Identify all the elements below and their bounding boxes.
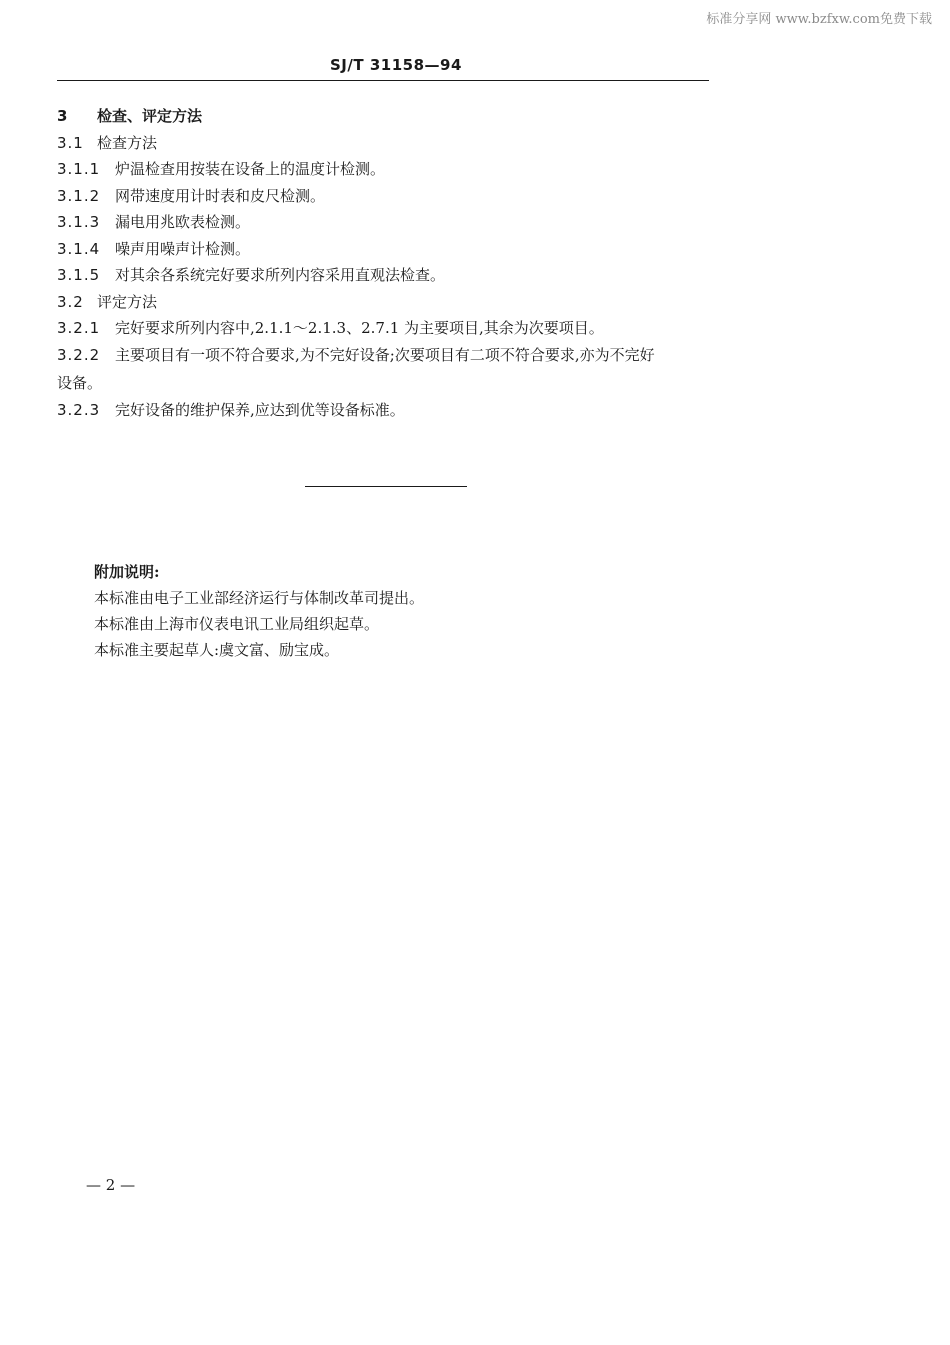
clause-number: 3.1.5 xyxy=(57,266,101,284)
clause-text: 漏电用兆欧表检测。 xyxy=(115,213,251,231)
standard-code-header: SJ/T 31158—94 xyxy=(330,56,462,74)
section-heading xyxy=(57,106,202,126)
clause-text: 完好设备的维护保养,应达到优等设备标准。 xyxy=(115,401,405,419)
clause-number: 3.1.3 xyxy=(57,213,101,231)
clause-number: 3.1.1 xyxy=(57,160,101,178)
clause-number: 3.1.2 xyxy=(57,187,101,205)
section-title: 检查、评定方法 xyxy=(97,107,203,125)
subsection-title: 评定方法 xyxy=(97,293,158,311)
section-number: 3 xyxy=(57,107,69,125)
clause-text: 噪声用噪声计检测。 xyxy=(115,240,251,258)
clause-number: 3.1.4 xyxy=(57,240,101,258)
page-number: — 2 — xyxy=(86,1176,136,1194)
clause-number: 3.2.1 xyxy=(57,319,101,337)
watermark-text: 标准分享网 www.bzfxw.com免费下载 xyxy=(706,12,932,27)
clause xyxy=(57,239,250,259)
clause xyxy=(57,345,655,365)
clause-number: 3.2.3 xyxy=(57,401,101,419)
end-of-text-rule xyxy=(305,486,467,487)
clause xyxy=(57,400,405,420)
clause-text: 炉温检查用按装在设备上的温度计检测。 xyxy=(115,160,386,178)
subsection-heading xyxy=(57,133,157,153)
clause-text: 主要项目有一项不符合要求,为不完好设备;次要项目有二项不符合要求,亦为不完好 xyxy=(115,346,655,364)
clause-text: 完好要求所列内容中,2.1.1～2.1.3、2.7.1 为主要项目,其余为次要项目。 xyxy=(115,319,604,337)
clause-continuation: 设备。 xyxy=(57,374,103,392)
clause xyxy=(57,186,325,206)
subsection-number: 3.2 xyxy=(57,293,84,311)
additional-note-line: 本标准主要起草人:虞文富、励宝成。 xyxy=(94,641,340,659)
clause xyxy=(57,159,385,179)
additional-notes-title: 附加说明: xyxy=(94,563,160,581)
clause xyxy=(57,212,250,232)
clause-text: 对其余各系统完好要求所列内容采用直观法检查。 xyxy=(115,266,446,284)
clause-text: 网带速度用计时表和皮尺检测。 xyxy=(115,187,326,205)
subsection-title: 检查方法 xyxy=(97,134,158,152)
additional-note-line: 本标准由上海市仪表电讯工业局组织起草。 xyxy=(94,615,380,633)
clause-number: 3.2.2 xyxy=(57,346,101,364)
subsection-heading xyxy=(57,292,157,312)
clause xyxy=(57,318,604,338)
subsection-number: 3.1 xyxy=(57,134,84,152)
clause xyxy=(57,265,445,285)
header-divider xyxy=(57,80,709,81)
additional-note-line: 本标准由电子工业部经济运行与体制改革司提出。 xyxy=(94,589,425,607)
